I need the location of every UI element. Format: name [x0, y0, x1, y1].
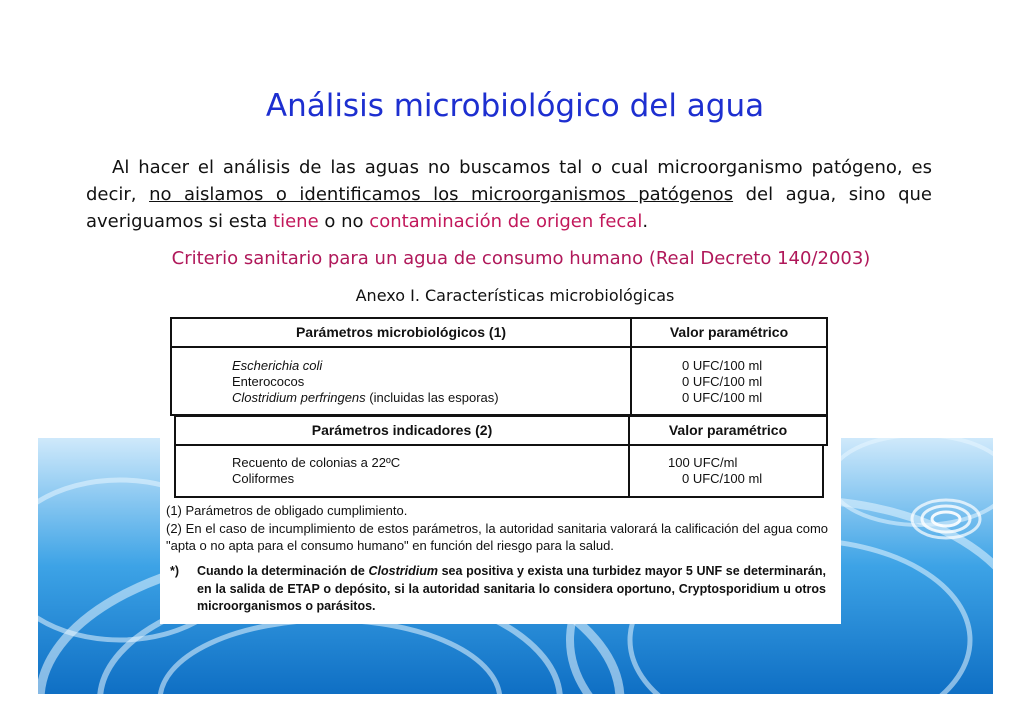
intro-paragraph: [86, 154, 932, 235]
micro-extra: (incluidas las esporas): [365, 390, 499, 405]
footnotes: [166, 502, 828, 555]
indicator-params-cell: [174, 444, 630, 498]
intro-red-text-2: contaminación de origen fecal: [369, 211, 643, 232]
header-micro-params: Parámetros microbiológicos (1): [170, 317, 632, 348]
criterio-heading: Criterio sanitario para un agua de consumo humano (Real Decreto 140/2003): [171, 248, 871, 269]
indicator-values-cell: [628, 444, 824, 498]
header-micro-value: Valor paramétrico: [630, 317, 828, 348]
anexo-heading: Anexo I. Características microbiológicas: [355, 286, 675, 305]
asterisk-text-post: sea positiva y exista una turbidez mayor 5 UNF se determinarán, en la salida de ETAP o depósito, si la autoridad sanitaria lo considera oportuno, Cryptosporidium u otros microorganismos o parásitos.: [197, 564, 826, 613]
footnote-1: (1) Parámetros de obligado cumplimiento.: [166, 503, 408, 518]
header-indicator-value: Valor paramétrico: [628, 415, 828, 446]
intro-text-1: Al hacer el análisis de las aguas no buscamos tal o cual microorganismo patógeno, es decir,: [86, 157, 932, 205]
asterisk-text-pre: Cuando la determinación de: [197, 564, 365, 578]
micro-name: Clostridium perfringens: [232, 390, 366, 405]
asterisk-mark: *): [170, 564, 180, 578]
intro-end: .: [642, 211, 649, 232]
micro-value: 0 UFC/100 ml: [682, 390, 763, 405]
asterisk-organism: Clostridium: [368, 564, 438, 578]
micro-name: Escherichia coli: [232, 358, 323, 373]
indicator-name: Recuento de colonias a 22ºC: [232, 455, 401, 470]
asterisk-note: [170, 563, 826, 616]
intro-text-2: del agua, sino que averiguamos si esta: [86, 184, 932, 232]
intro-red-text-1: tiene: [273, 211, 319, 232]
header-indicator-params: Parámetros indicadores (2): [174, 415, 630, 446]
micro-value: 0 UFC/100 ml: [682, 358, 763, 373]
indicator-name: Coliformes: [232, 471, 295, 486]
intro-underlined-text: no aislamos o identificamos los microorganismos patógenos: [149, 184, 734, 205]
micro-params-cell: [170, 346, 632, 416]
micro-values-cell: [630, 346, 828, 416]
intro-text-3: o no: [324, 211, 364, 232]
micro-name: Enterococos: [232, 374, 305, 389]
page-title: Análisis microbiológico del agua: [265, 88, 765, 124]
micro-value: 0 UFC/100 ml: [682, 374, 763, 389]
footnote-2: (2) En el caso de incumplimiento de estos parámetros, la autoridad sanitaria valorará la calificación del agua como "apta o no apta para el consumo humano" en función del riesgo para la salud.: [166, 520, 828, 553]
indicator-value: 0 UFC/100 ml: [682, 471, 763, 486]
indicator-value: 100 UFC/ml: [668, 455, 738, 470]
